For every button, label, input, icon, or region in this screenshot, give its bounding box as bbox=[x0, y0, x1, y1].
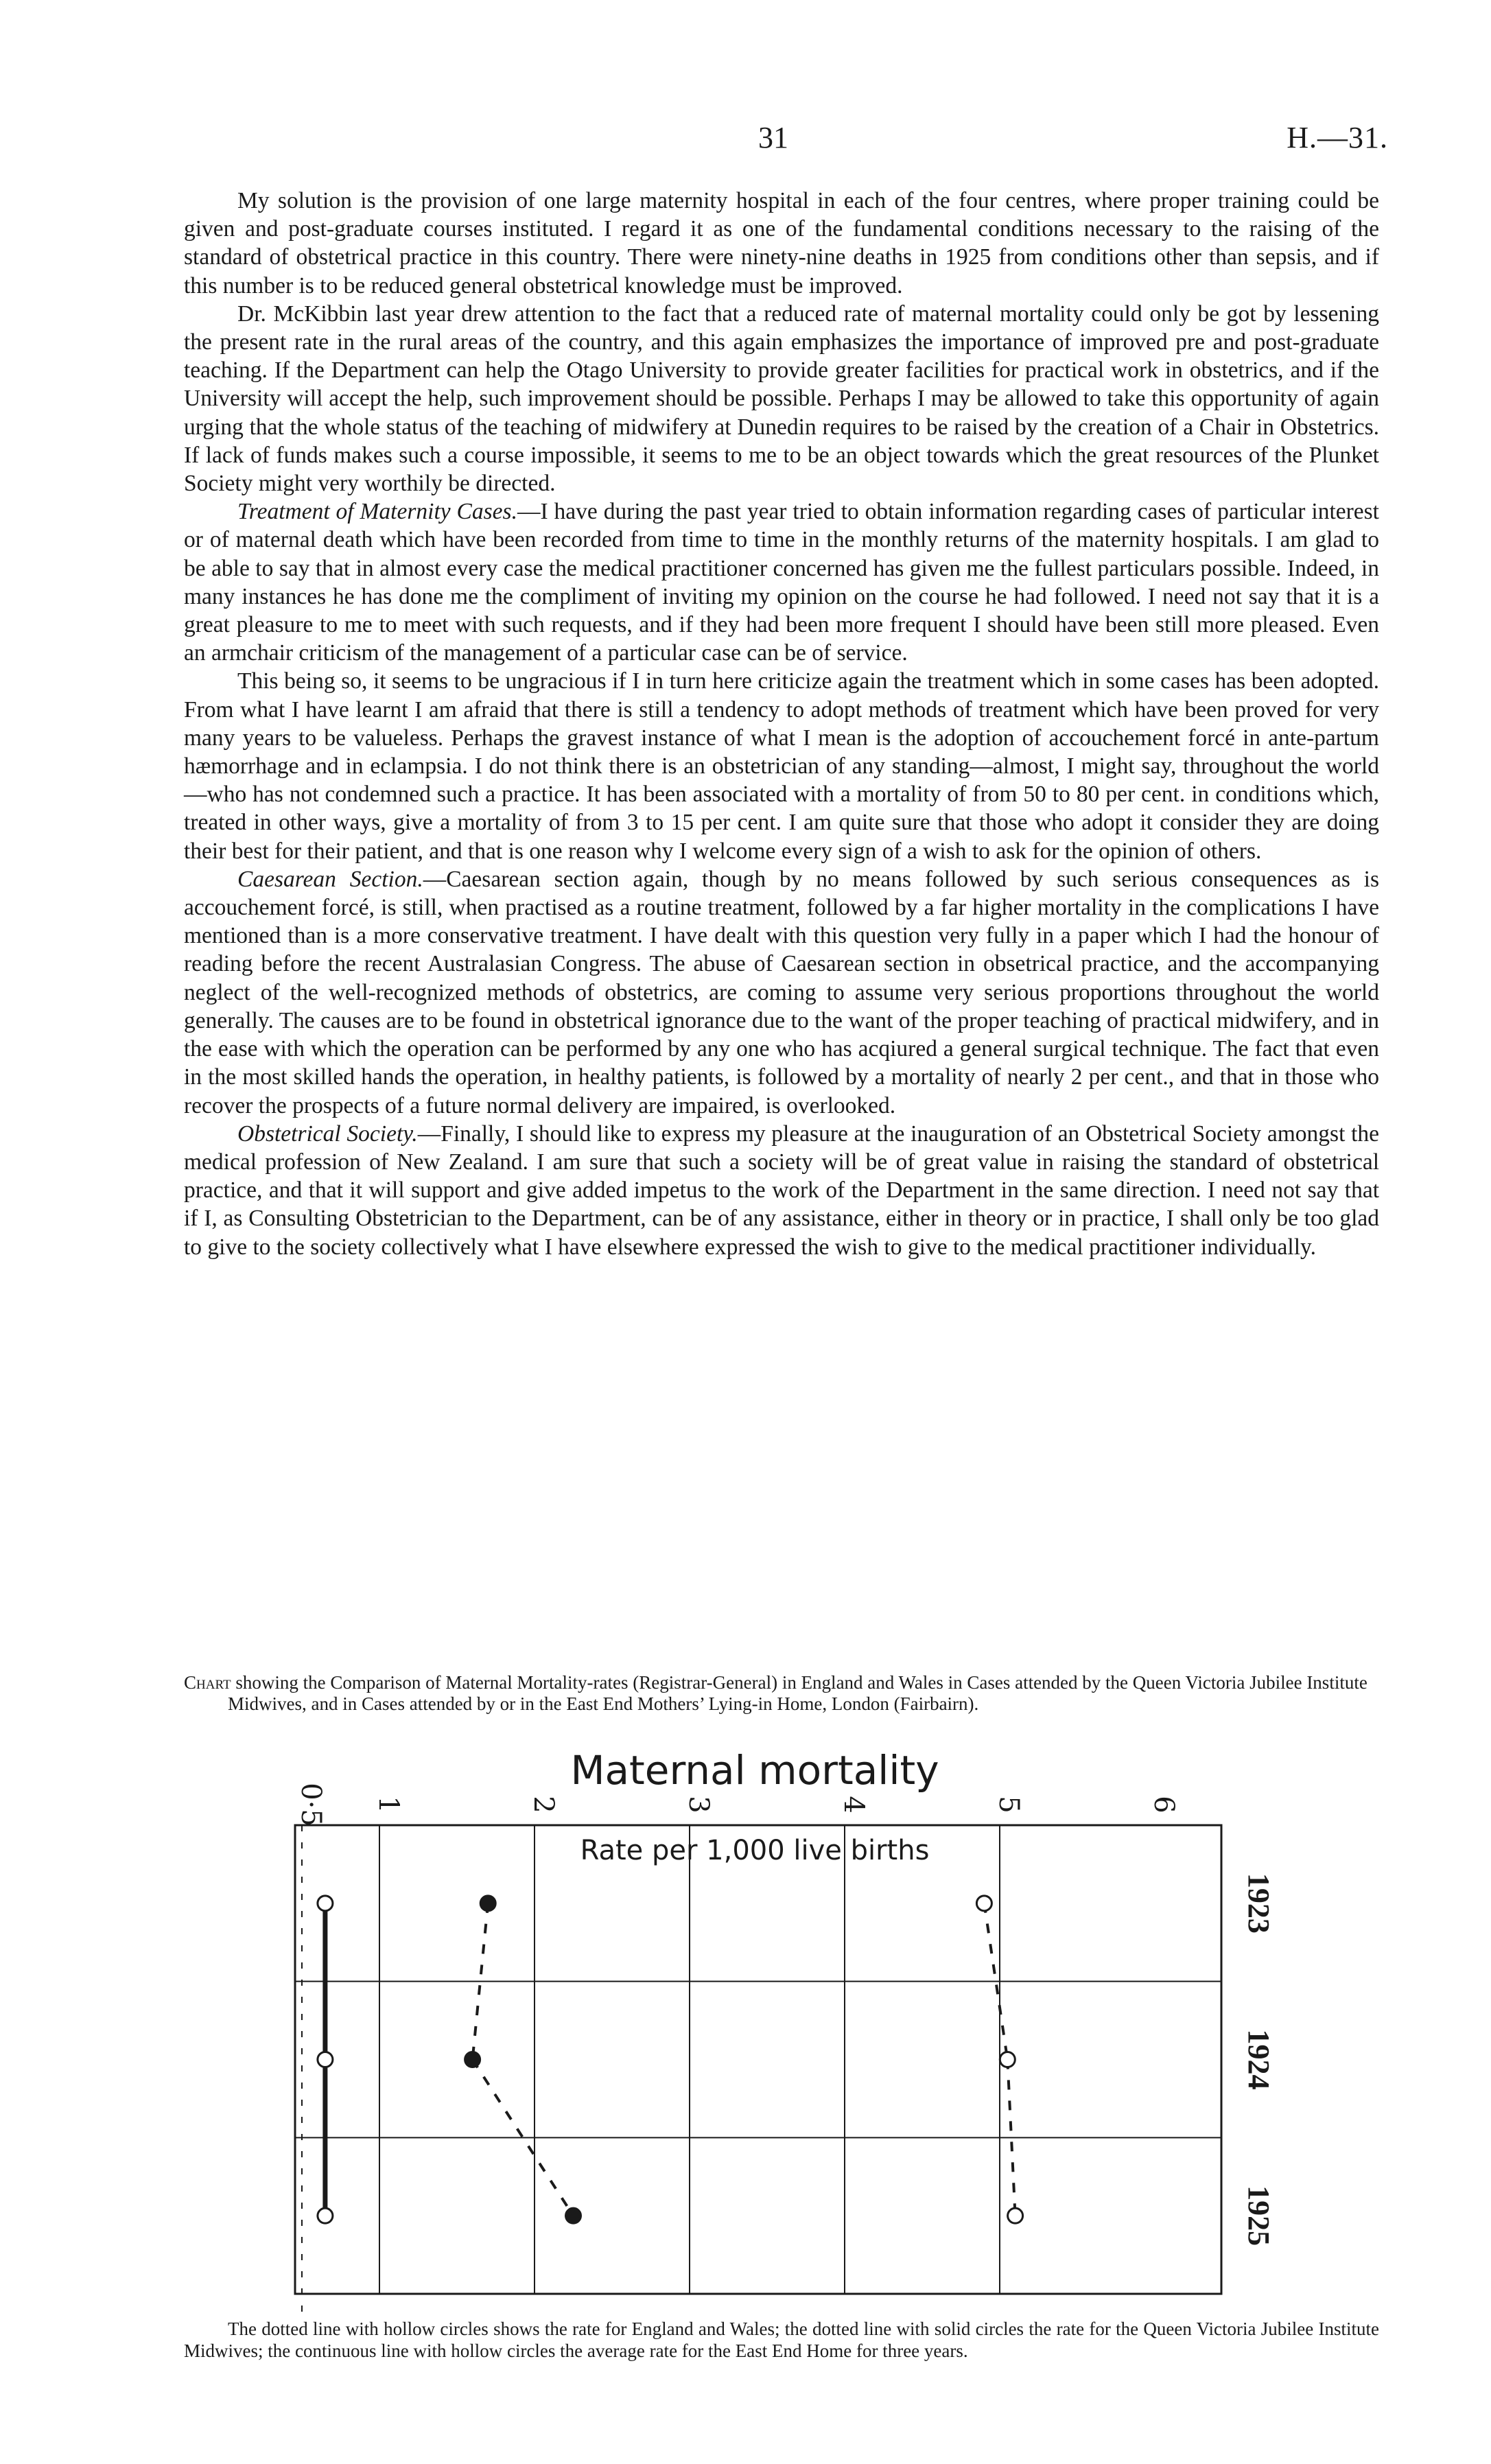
chart-subtitle: Rate per 1,000 live births bbox=[580, 1835, 930, 1866]
data-point bbox=[976, 1896, 991, 1911]
series-line bbox=[1007, 2060, 1015, 2216]
axis-tick-label: 0·5 bbox=[295, 1783, 327, 1827]
data-point bbox=[1000, 2052, 1015, 2067]
paragraph: Dr. McKibbin last year drew attention to the fact that a reduced rate of maternal mortality could only be got by lessening the present rate in the rural areas of the country, and this again emphasizes the importance of improved pre and post-graduate teaching. If the Department can help the Otago University to provide greater facilities for practical work in obstetrics, and if the University will accept the help, such improvement should be possible. Perhaps I may be allowed to take this opportunity of again urging that the whole status of the teaching of midwifery at Dunedin requires to be raised by the creation of a Chair in Obstetrics. If lack of funds makes such a course impossible, it seems to me to be an object towards which the great resources of the Plunket Society might very worthily be directed. bbox=[184, 301, 1379, 497]
axis-tick-label: 6 bbox=[1148, 1796, 1179, 1814]
year-label: 1925 bbox=[1242, 2185, 1276, 2246]
section-heading: Treatment of Maternity Cases. bbox=[237, 499, 517, 525]
axis-tick-label: 5 bbox=[993, 1796, 1024, 1814]
chart-note bbox=[184, 2318, 1379, 2362]
chart-note-text: The dotted line with hollow circles shows the rate for England and Wales; the dotted line with solid circles the rate for the Queen Victoria Jubilee Institute Midwives; the continuous line with hollow circles the average rate for the East End Home for three years. bbox=[184, 2319, 1379, 2361]
paragraph: My solution is the provision of one large maternity hospital in each of the four centres, where proper training could be given and post-graduate courses instituted. I regard it as one of the fundamental conditions necessary to the raising of the standard of obstetrical practice in this country. There were ninety-nine deaths in 1925 from conditions other than sepsis, and if this number is to be reduced general obstetrical knowledge must be improved. bbox=[184, 188, 1379, 298]
data-point bbox=[318, 2208, 333, 2223]
chart-caption-text: showing the Comparison of Maternal Mortality-rates (Registrar-General) in England and Wales in Cases attended by the Queen Victoria Jubilee Institute Midwives, and in Cases attended by or in the East End Mothers’ Lying-in Home, London (Fairbairn). bbox=[228, 1672, 1367, 1714]
year-label: 1923 bbox=[1242, 1873, 1276, 1934]
data-point bbox=[480, 1896, 495, 1911]
body-text bbox=[184, 187, 1379, 1261]
data-point bbox=[318, 2052, 333, 2067]
chart-frame bbox=[295, 1825, 1221, 2294]
section-heading: Caesarean Section. bbox=[237, 866, 423, 892]
page-reference: H.—31. bbox=[1287, 121, 1388, 154]
chart-title: Maternal mortality bbox=[570, 1747, 939, 1794]
series-line bbox=[473, 2060, 574, 2216]
axis-tick-label: 4 bbox=[838, 1796, 869, 1814]
page-number: 31 bbox=[758, 121, 788, 154]
section-heading: Obstetrical Society. bbox=[237, 1120, 418, 1147]
series-line bbox=[473, 1903, 489, 2060]
paragraph: This being so, it seems to be ungracious if I in turn here criticize again the treatment which in some cases has been adopted. From what I have learnt I am afraid that there is still a tendency to adopt methods of treatment which have been proved for very many years to be valueless. Perhaps the gravest instance of what I mean is the adoption of accouchement forcé in ante-partum hæmorrhage and in eclampsia. I do not think there is an obstetrician of any standing—almost, I might say, throughout the world—who has not condemned such a practice. It has been associated with a mortality of from 50 to 80 per cent. in conditions which, treated in other ways, give a mortality of from 3 to 15 per cent. I am quite sure that those who adopt it consider they are doing their best for their patient, and that is one reason why I welcome every sign of a wish to ask for the opinion of others. bbox=[184, 668, 1379, 864]
axis-tick-label: 1 bbox=[373, 1796, 404, 1814]
data-point bbox=[566, 2208, 581, 2223]
page-header bbox=[0, 120, 1491, 161]
series-line bbox=[984, 1903, 1007, 2060]
axis-tick-label: 2 bbox=[528, 1796, 559, 1814]
paragraph-treatment: Treatment of Maternity Cases.—I have during the past year tried to obtain information regarding cases of particular interest or of maternal death which have been recorded from time to time in the monthly returns of the maternity hospitals. I am glad to be able to say that in almost every case the medical practitioner concerned has given me the fullest particulars possible. Indeed, in many instances he has done me the compliment of inviting my opinion on the course he had followed. I need not say that it is a great pleasure to me to meet with such requests, and if they had been more frequent I should have been still more pleased. Even an armchair criticism of the management of a particular case can be of service. bbox=[184, 499, 1379, 666]
data-point bbox=[465, 2052, 480, 2067]
data-point bbox=[1008, 2208, 1023, 2223]
year-label: 1924 bbox=[1242, 2029, 1276, 2090]
data-point bbox=[318, 1896, 333, 1911]
chart-caption-label: Chart bbox=[184, 1672, 231, 1693]
paragraph-caesarean: Caesarean Section.—Caesarean section again, though by no means followed by such serious consequences as is accouchement forcé, is still, when practised as a routine treatment, followed by a far higher mortality in the complications I have mentioned than is a more conservative treatment. I have dealt with this question very fully in a paper which I had the honour of reading before the recent Australasian Congress. The abuse of Caesarean section in obsetrical practice, and the accompanying neglect of the well-recognized methods of obstetrics, are coming to assume very serious proportions throughout the world generally. The causes are to be found in obstetrical ignorance due to the want of the proper teaching of practical midwifery, and in the ease with which the operation can be performed by any one who has acqiured a general surgical technique. The fact that even in the most skilled hands the operation, in healthy patients, is followed by a mortality of nearly 2 per cent., and that in those who recover the prospects of a future normal delivery are impaired, is overlooked. bbox=[184, 866, 1379, 1118]
paragraph-obstetrical: Obstetrical Society.—Finally, I should like to express my pleasure at the inauguration of an Obstetrical Society amongst the medical profession of New Zealand. I am sure that such a society will be of great value in raising the standard of obstetrical practice, and that it will support and give added impetus to the work of the Department in the same direction. I need not say that if I, as Consulting Obstetrician to the Department, can be of any assistance, either in theory or in practice, I shall only be too glad to give to the society collectively what I have elsewhere expressed the wish to give to the medical practitioner individually. bbox=[184, 1120, 1380, 1260]
chart-caption bbox=[184, 1672, 1379, 1715]
axis-tick-label: 3 bbox=[683, 1796, 714, 1814]
